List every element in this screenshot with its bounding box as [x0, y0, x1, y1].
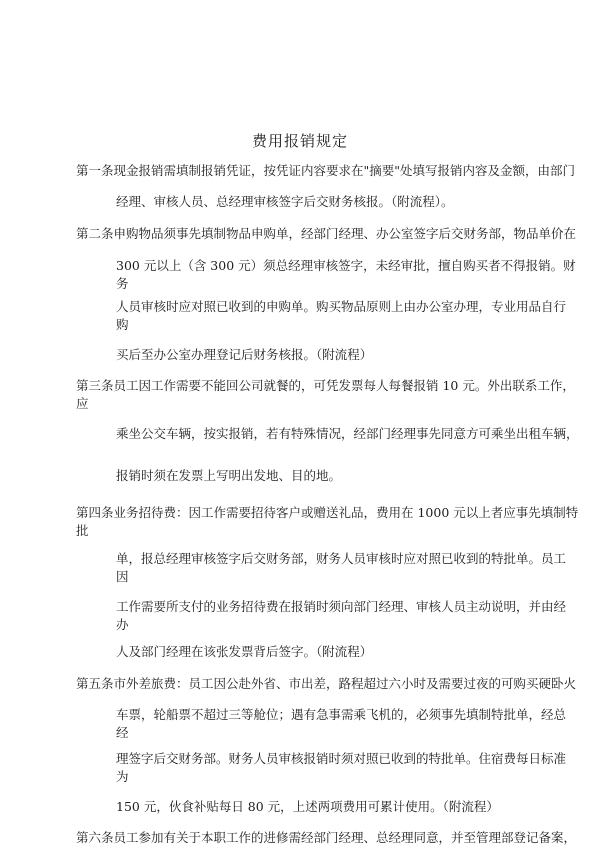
- paragraph-line: 第二条申购物品须事先填制物品申购单，经部门经理、办公室签字后交财务部，物品单价在: [76, 226, 577, 241]
- paragraph-line: 因: [116, 569, 129, 584]
- paragraph-line: 经: [116, 725, 129, 740]
- document-title: 费用报销规定: [251, 132, 348, 150]
- paragraph-line: 人员审核时应对照已收到的申购单。购买物品原则上由办公室办理，专业用品自行: [116, 299, 567, 314]
- paragraph-line: 车票，轮船票不超过三等舱位；遇有急事需乘飞机的，必须事先填制特批单，经总: [116, 707, 567, 722]
- paragraph-line: 为: [116, 769, 129, 784]
- paragraph-line: 理签字后交财务部。财务人员审核报销时须对照已收到的特批单。住宿费每日标准: [116, 751, 567, 766]
- paragraph-line: 单，报总经理审核签字后交财务部，财务人员审核时应对照已收到的特批单。员工: [116, 551, 567, 566]
- paragraph-line: 第五条市外差旅费：员工因公赴外省、市出差，路程超过六小时及需要过夜的可购买硬卧火: [76, 676, 577, 691]
- paragraph-line: 乘坐公交车辆，按实报销，若有特殊情况，经部门经理事先同意方可乘坐出租车辆，: [116, 426, 579, 441]
- paragraph-line: 务: [116, 276, 129, 291]
- paragraph-line: 人及部门经理在该张发票背后签字。（附流程）: [116, 644, 373, 659]
- paragraph-line: 第三条员工因工作需要不能回公司就餐的，可凭发票每人每餐报销 10 元。外出联系工作，: [76, 378, 575, 393]
- paragraph-line: 第四条业务招待费：因工作需要招待客户或赠送礼品，费用在 1000 元以上者应事先填制特: [76, 505, 579, 520]
- paragraph-line: 应: [76, 396, 89, 411]
- paragraph-line: 工作需要所支付的业务招待费在报销时须向部门经理、审核人员主动说明，并由经: [116, 599, 567, 614]
- paragraph-line: 第六条员工参加有关于本职工作的进修需经部门经理、总经理同意，并至管理部登记备案，: [76, 830, 577, 845]
- paragraph-line: 第一条现金报销需填制报销凭证，按凭证内容要求在"摘要"处填写报销内容及金额，由部门: [76, 163, 576, 178]
- paragraph-line: 买后至办公室办理登记后财务核报。（附流程）: [116, 347, 373, 362]
- paragraph-line: 批: [76, 523, 89, 538]
- paragraph-line: 150 元，伙食补贴每日 80 元，上述两项费用可累计使用。（附流程）: [116, 799, 499, 814]
- paragraph-line: 300 元以上（含 300 元）须总经理审核签字，未经审批，擅自购买者不得报销。财: [116, 258, 576, 273]
- paragraph-line: 办: [116, 617, 129, 632]
- paragraph-line: 报销时须在发票上写明出发地、目的地。: [116, 468, 342, 483]
- paragraph-line: 购: [116, 317, 129, 332]
- paragraph-line: 经理、审核人员、总经理审核签字后交财务核报。（附流程）。: [116, 194, 454, 209]
